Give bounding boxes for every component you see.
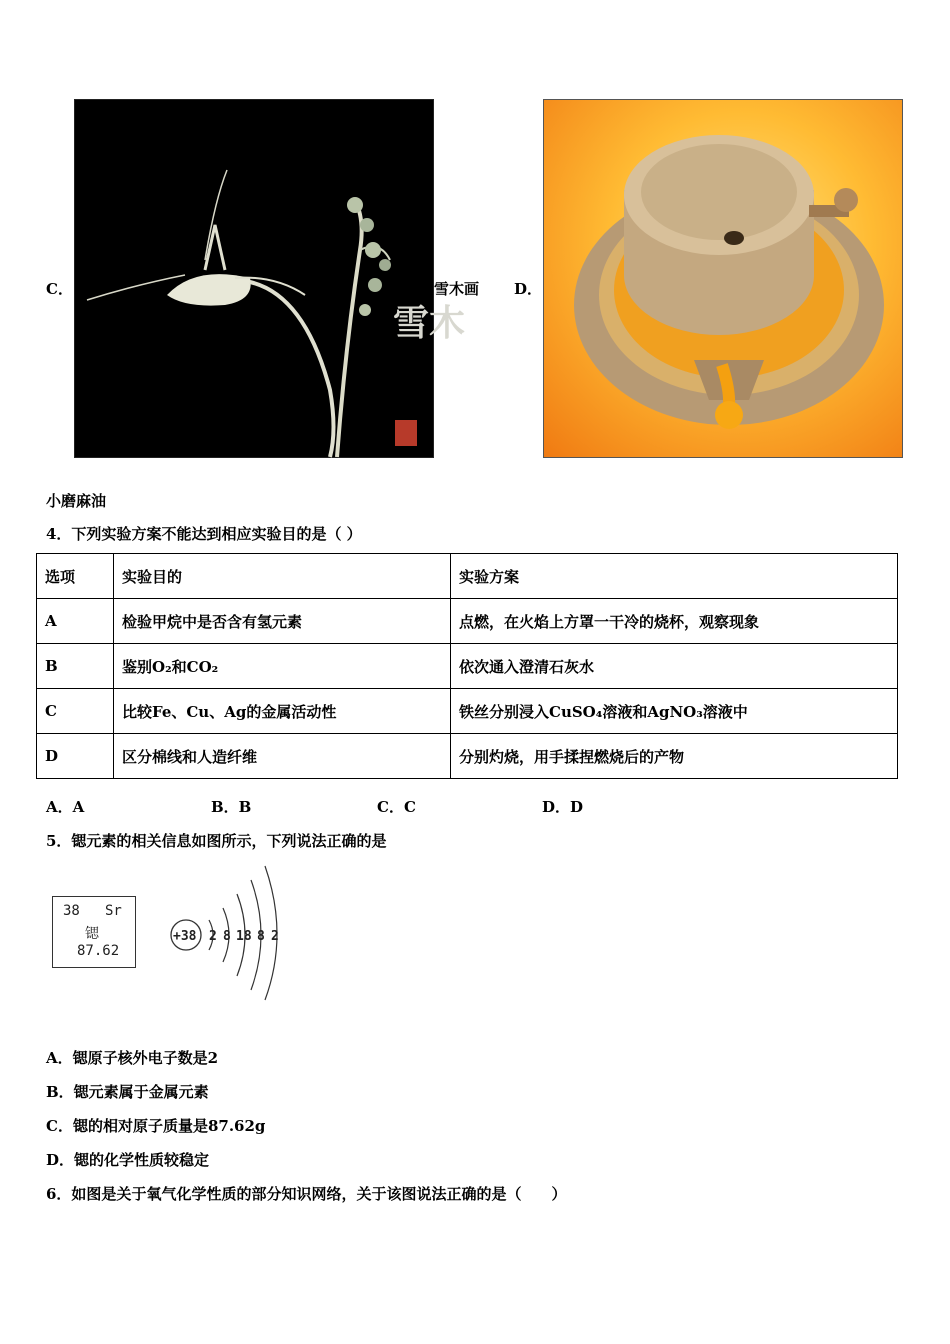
shell-3: 18 xyxy=(236,929,252,944)
q5-stem: 5．锶元素的相关信息如图所示，下列说法正确的是 xyxy=(46,832,387,850)
q4-choice-a[interactable]: A．A xyxy=(46,798,85,816)
experiment-table xyxy=(36,553,898,779)
q4-choice-c[interactable]: C．C xyxy=(377,798,416,816)
element-number: 38 xyxy=(63,903,80,919)
header-cell: 实验目的 xyxy=(114,554,451,599)
q6-stem: 6．如图是关于氧气化学性质的部分知识网络，关于该图说法正确的是（ ） xyxy=(46,1185,567,1203)
table-cell: D xyxy=(37,734,114,779)
shell-2: 8 xyxy=(223,929,231,944)
table-cell: 检验甲烷中是否含有氢元素 xyxy=(114,599,451,644)
table-row xyxy=(37,599,898,644)
calligraphy-text: 雪木 xyxy=(393,302,466,344)
table-cell: 依次通入澄清石灰水 xyxy=(451,644,898,689)
atomic-structure-diagram xyxy=(165,858,295,1003)
table-row xyxy=(37,734,898,779)
q5-choice-d[interactable]: D．锶的化学性质较稳定 xyxy=(46,1151,210,1169)
nucleus-charge: +38 xyxy=(173,929,197,944)
table-cell: 比较Fe、Cu、Ag的金属活动性 xyxy=(114,689,451,734)
table-cell: 鉴别O₂和CO₂ xyxy=(114,644,451,689)
option-d-caption: 小磨麻油 xyxy=(46,492,107,510)
header-cell: 实验方案 xyxy=(451,554,898,599)
table-cell: 区分棉线和人造纤维 xyxy=(114,734,451,779)
q4-choice-d[interactable]: D．D xyxy=(542,798,584,816)
table-row xyxy=(37,689,898,734)
q5-choice-a[interactable]: A．锶原子核外电子数是2 xyxy=(46,1049,219,1067)
element-name: 锶 xyxy=(85,926,99,942)
table-row xyxy=(37,644,898,689)
shell-4: 8 xyxy=(257,929,265,944)
shell-1: 2 xyxy=(209,929,217,944)
table-header-row xyxy=(37,554,898,599)
table-cell: C xyxy=(37,689,114,734)
element-card xyxy=(52,896,136,968)
table-cell: B xyxy=(37,644,114,689)
option-c-label: C． xyxy=(46,280,73,298)
option-d-label: D． xyxy=(514,280,543,298)
element-mass: 87.62 xyxy=(77,943,120,959)
table-cell: A xyxy=(37,599,114,644)
element-symbol: Sr xyxy=(105,903,122,919)
q5-choice-b[interactable]: B．锶元素属于金属元素 xyxy=(46,1083,209,1101)
table-cell: 点燃，在火焰上方罩一干冷的烧杯，观察现象 xyxy=(451,599,898,644)
header-cell: 选项 xyxy=(37,554,114,599)
table-cell: 铁丝分别浸入CuSO₄溶液和AgNO₃溶液中 xyxy=(451,689,898,734)
table-cell: 分别灼烧，用手揉捏燃烧后的产物 xyxy=(451,734,898,779)
shell-5: 2 xyxy=(271,929,279,944)
q5-choice-c[interactable]: C．锶的相对原子质量是87.62g xyxy=(46,1117,266,1135)
q4-stem: 4．下列实验方案不能达到相应实验目的是（ ） xyxy=(46,525,362,543)
sesame-oil-millstone-image xyxy=(543,99,903,458)
q4-choice-b[interactable]: B．B xyxy=(211,798,252,816)
option-c-caption: 雪木画 xyxy=(434,280,480,298)
